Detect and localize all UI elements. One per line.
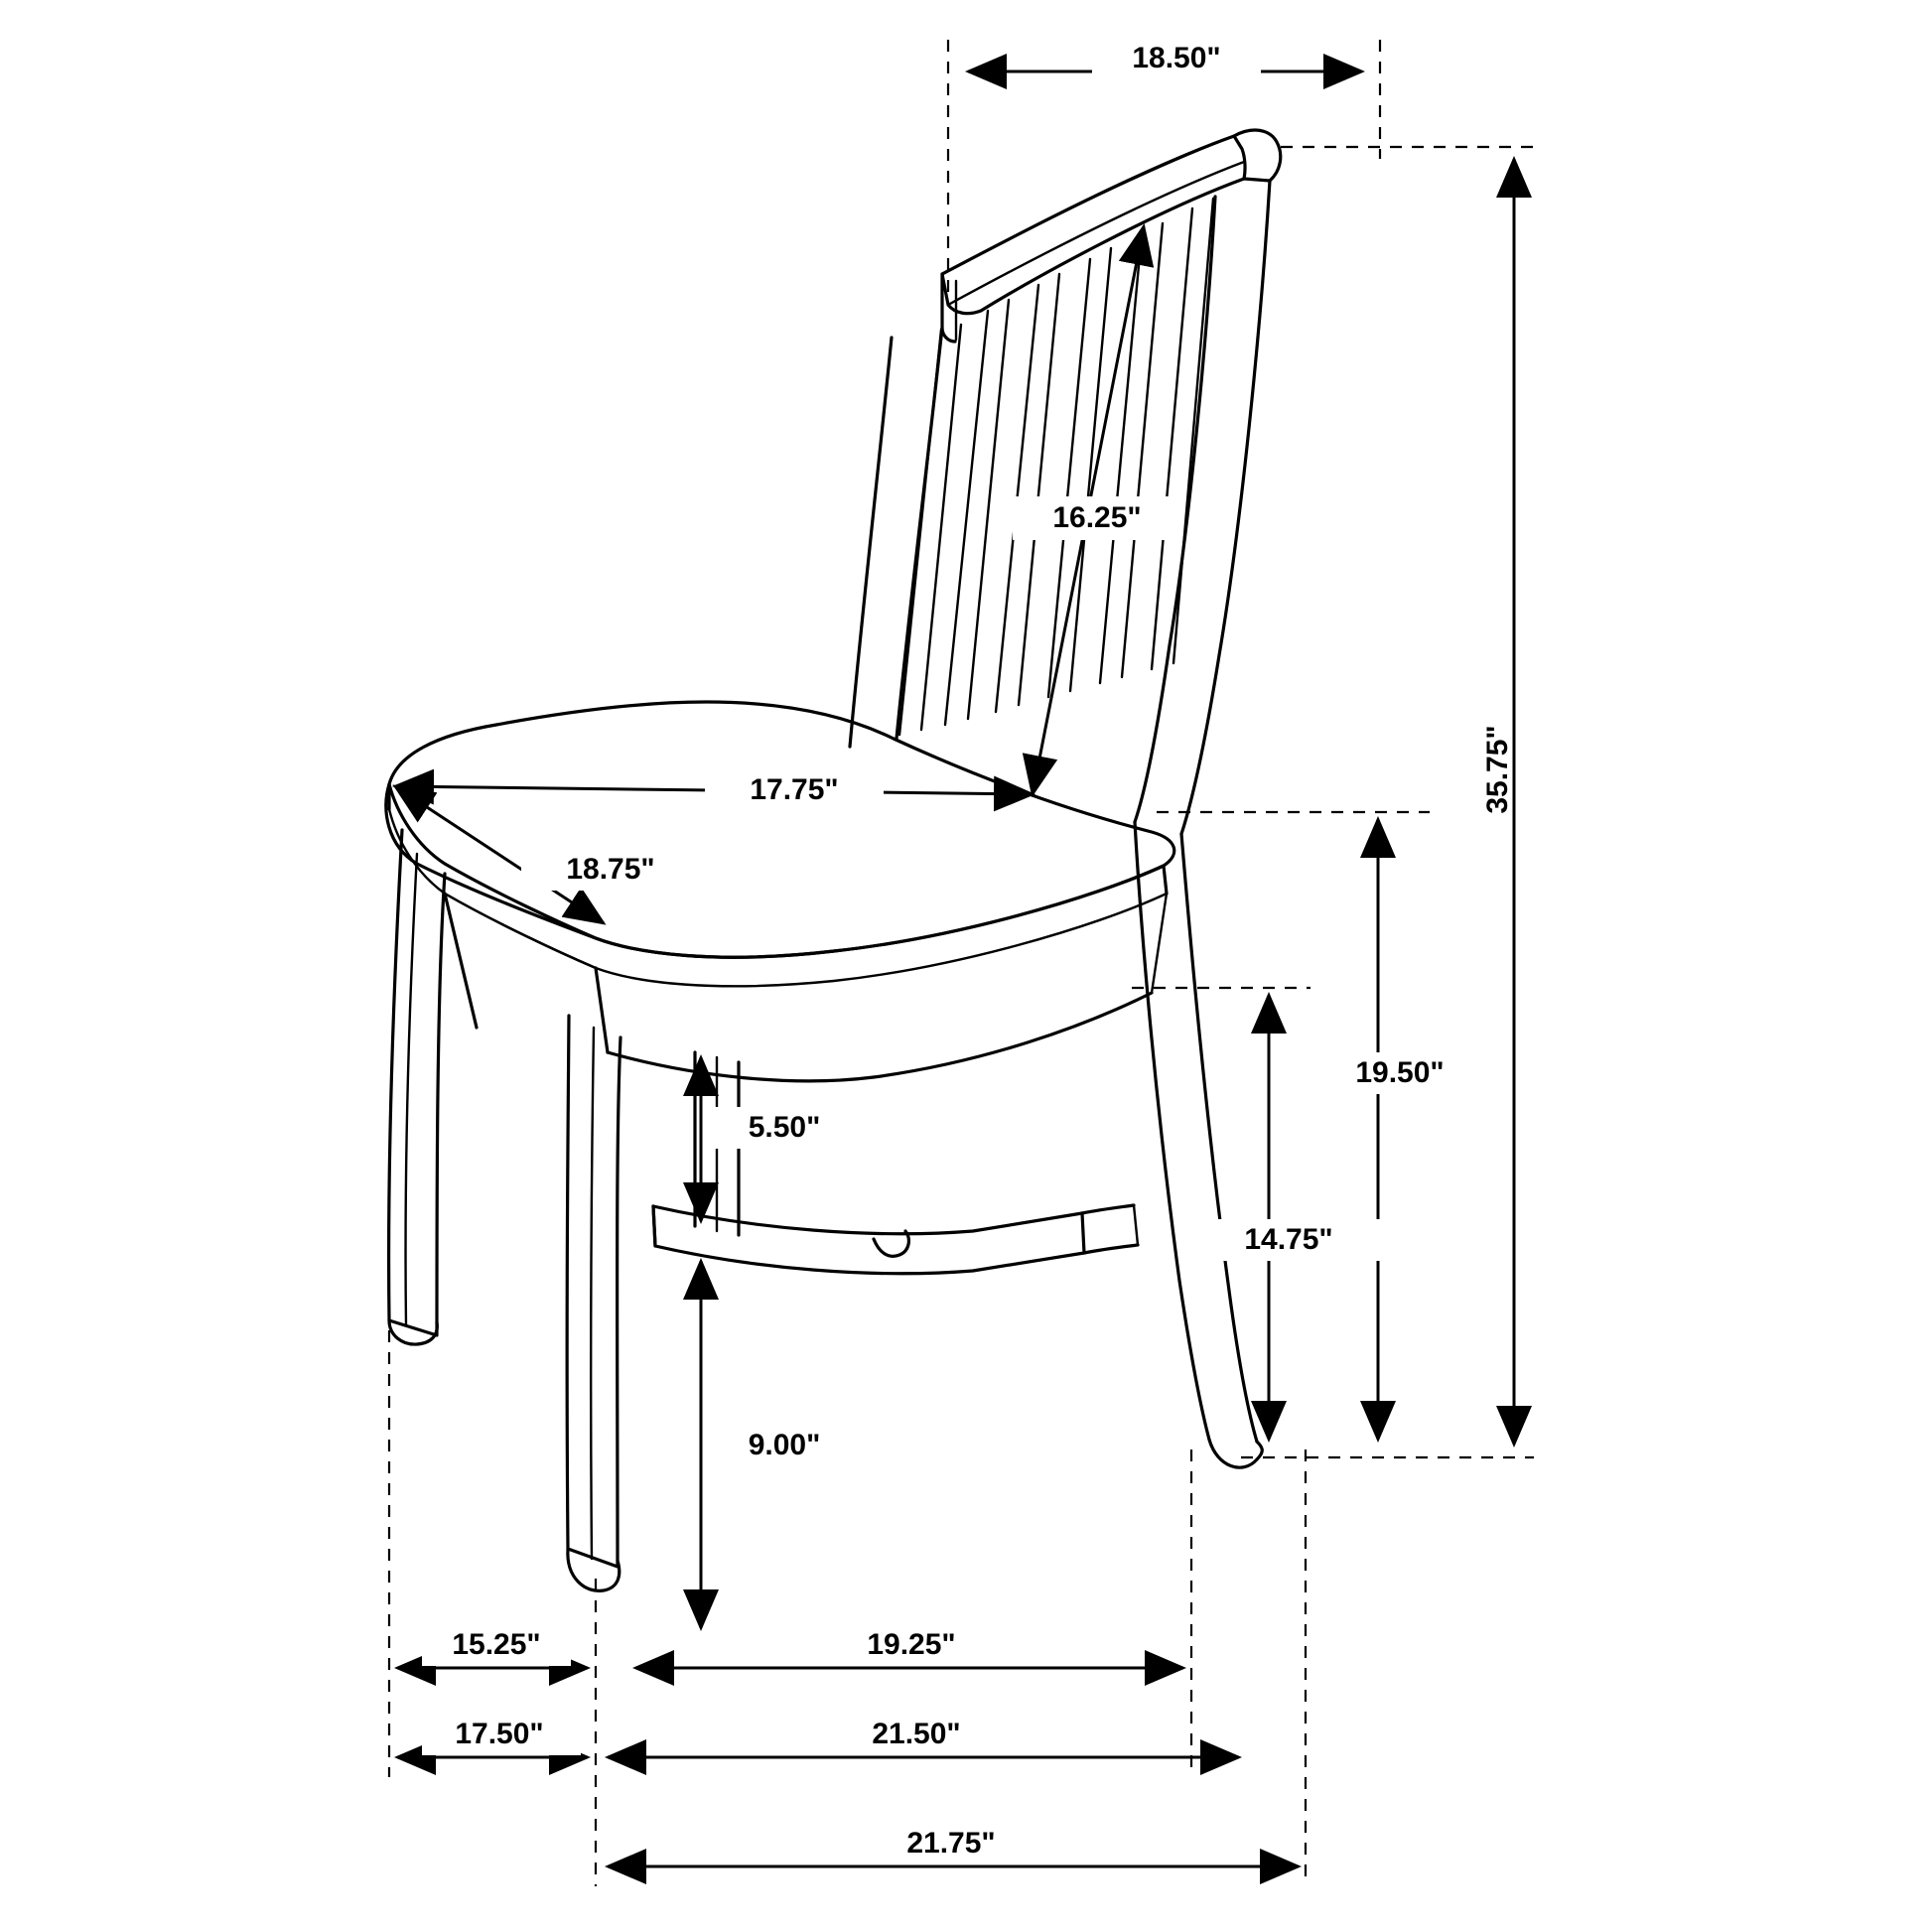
dim-label-front-leg-offset: 15.25" [452, 1627, 541, 1661]
extension-lines [389, 40, 1534, 1886]
chair-front-right-leg [567, 1016, 621, 1590]
chair-back-left-stile [850, 328, 942, 747]
dim-label-stretcher-height: 9.00" [748, 1428, 821, 1461]
dim-label-seat-height-front: 14.75" [1244, 1222, 1333, 1256]
dim-label-seat-to-stretcher: 5.50" [748, 1110, 821, 1144]
chair-rear-leg [1135, 822, 1262, 1467]
dim-label-overall-depth: 21.75" [906, 1826, 996, 1860]
dim-label-base-depth: 21.50" [872, 1717, 961, 1750]
dim-label-base-offset: 17.50" [455, 1717, 544, 1750]
chair-stretchers [653, 1052, 1138, 1274]
dim-label-overall-height: 35.75" [1480, 725, 1514, 814]
chair-crest-rail [942, 130, 1281, 342]
dim-label-seat-depth: 18.75" [566, 852, 655, 886]
chair-illustration [386, 130, 1281, 1590]
chair-seat [386, 702, 1174, 986]
dim-label-seat-height: 19.50" [1355, 1055, 1445, 1089]
dim-label-back-width: 18.50" [1132, 41, 1221, 74]
dim-label-leg-span: 19.25" [867, 1627, 956, 1661]
dim-label-back-height: 16.25" [1052, 500, 1142, 534]
chair-front-left-leg [389, 830, 445, 1344]
chair-back-slats [899, 199, 1213, 735]
dim-label-seat-width: 17.75" [750, 772, 839, 806]
